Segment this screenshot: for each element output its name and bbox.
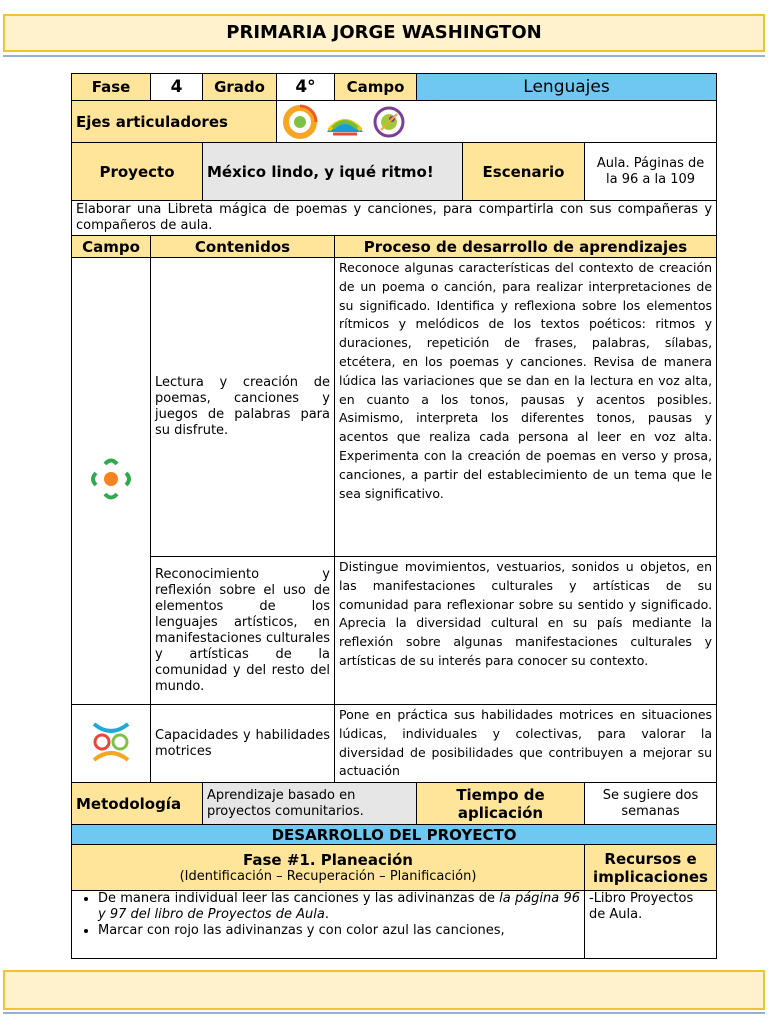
campo-icon-cell (72, 258, 151, 705)
ejes-row (72, 101, 717, 143)
content-row-1 (72, 258, 717, 557)
activities-row (72, 891, 717, 959)
header-row (72, 74, 717, 101)
metodologia-label: Metodología (72, 783, 203, 825)
footer-divider (3, 1012, 765, 1014)
school-title: PRIMARIA JORGE WASHINGTON (226, 22, 542, 43)
activities-list (76, 891, 580, 939)
proceso-1: Reconoce algunas características del contexto de creación de un poema o canción, para realizar interpretaciones de su significado. Identifica y reflexiona sobre los elementos rítmicos y melódicos de los textos poéticos: ritmos y duraciones, repetición de frases, palabras, sílabas, etcétera, en los poemas y canciones. Revisa de manera lúdica las variaciones que se dan en la lectura en voz alta, en cuanto a los tonos, pausas y acentos posibles. Asimismo, interpreta los diferentes tonos, pausas y acentos que realiza cada persona al leer en voz alta. Experimenta con la creación de poemas en verso y prosa, canciones, a partir del establecimiento de un tema que le sea significativo. (335, 258, 717, 557)
activity-item: • De manera individual leer las canciones y las adivinanzas de la página 96 y 97 del libro de Proyectos de Aula. (98, 891, 580, 923)
proyecto-label: Proyecto (72, 143, 203, 201)
objetivo-text: Elaborar una Libreta mágica de poemas y canciones, para compartirla con sus compañeras y compañeros de aula. (72, 201, 717, 236)
lenguajes-icon (89, 455, 133, 503)
school-banner (3, 14, 765, 52)
fase1-cell (72, 845, 585, 891)
vida-saludable-icon (88, 718, 134, 766)
fase-value: 4 (151, 74, 203, 101)
grado-value: 4° (277, 74, 335, 101)
objetivo-row (72, 201, 717, 236)
metodologia-value: Aprendizaje basado en proyectos comunitarios. (203, 783, 417, 825)
content-row-2 (72, 557, 717, 705)
fase1-subtitle: (Identificación – Recuperación – Planificación) (179, 868, 477, 884)
artes-icon (371, 104, 407, 140)
metodologia-row (72, 783, 717, 825)
banner-divider (3, 55, 765, 57)
fase1-title: Fase #1. Planeación (243, 850, 413, 869)
interculturalidad-icon (323, 104, 367, 140)
grado-label: Grado (203, 74, 277, 101)
campo-value: Lenguajes (417, 74, 717, 101)
content-row-3 (72, 705, 717, 783)
contenido-2: Reconocimiento y reflexión sobre el uso de elementos de los lenguajes artísticos, en manifestaciones culturales y artísticas de la comunidad y del resto del mundo. (151, 557, 335, 705)
ejes-label: Ejes articuladores (72, 101, 277, 143)
proyecto-value: México lindo, y iqué ritmo! (203, 143, 463, 201)
proceso-3: Pone en práctica sus habilidades motrices en situaciones lúdicas, individuales y colectivas, para valorar la diversidad de posibilidades que contribuyen a mejorar su actuación (335, 705, 717, 783)
escenario-value: Aula. Páginas de la 96 a la 109 (585, 143, 717, 201)
proyecto-row (72, 143, 717, 201)
campo-icon-cell-2 (72, 705, 151, 783)
col-campo: Campo (72, 236, 151, 258)
column-header-row (72, 236, 717, 258)
ejes-icons (277, 101, 717, 143)
planning-table (71, 73, 717, 959)
activities-cell (72, 891, 585, 959)
recursos-value: -Libro Proyectos de Aula. (585, 891, 717, 959)
col-proceso: Proceso de desarrollo de aprendizajes (335, 236, 717, 258)
desarrollo-title: DESARROLLO DEL PROYECTO (72, 825, 717, 845)
tiempo-label: Tiempo de aplicación (417, 783, 585, 825)
col-contenidos: Contenidos (151, 236, 335, 258)
activity-item: • Marcar con rojo las adivinanzas y con color azul las canciones, (98, 923, 580, 939)
recursos-label: Recursos e implicaciones (585, 845, 717, 891)
contenido-1: Lectura y creación de poemas, canciones y juegos de palabras para su disfrute. (151, 258, 335, 557)
tiempo-value: Se sugiere dos semanas (585, 783, 717, 825)
fase-label: Fase (72, 74, 151, 101)
proceso-2: Distingue movimientos, vestuarios, sonidos u objetos, en las manifestaciones culturales y artísticas de su comunidad para reflexionar sobre su sentido y significado. Aprecia la diversidad cultural en su país mediante la reflexión sobre algunas manifestaciones culturales y artísticas de su interés para conocer su contexto. (335, 557, 717, 705)
footer-banner (3, 970, 765, 1010)
contenido-3: Capacidades y habilidades motrices (151, 705, 335, 783)
campo-label: Campo (335, 74, 417, 101)
inclusion-icon (281, 104, 319, 140)
escenario-label: Escenario (463, 143, 585, 201)
desarrollo-row (72, 825, 717, 845)
fase1-row (72, 845, 717, 891)
